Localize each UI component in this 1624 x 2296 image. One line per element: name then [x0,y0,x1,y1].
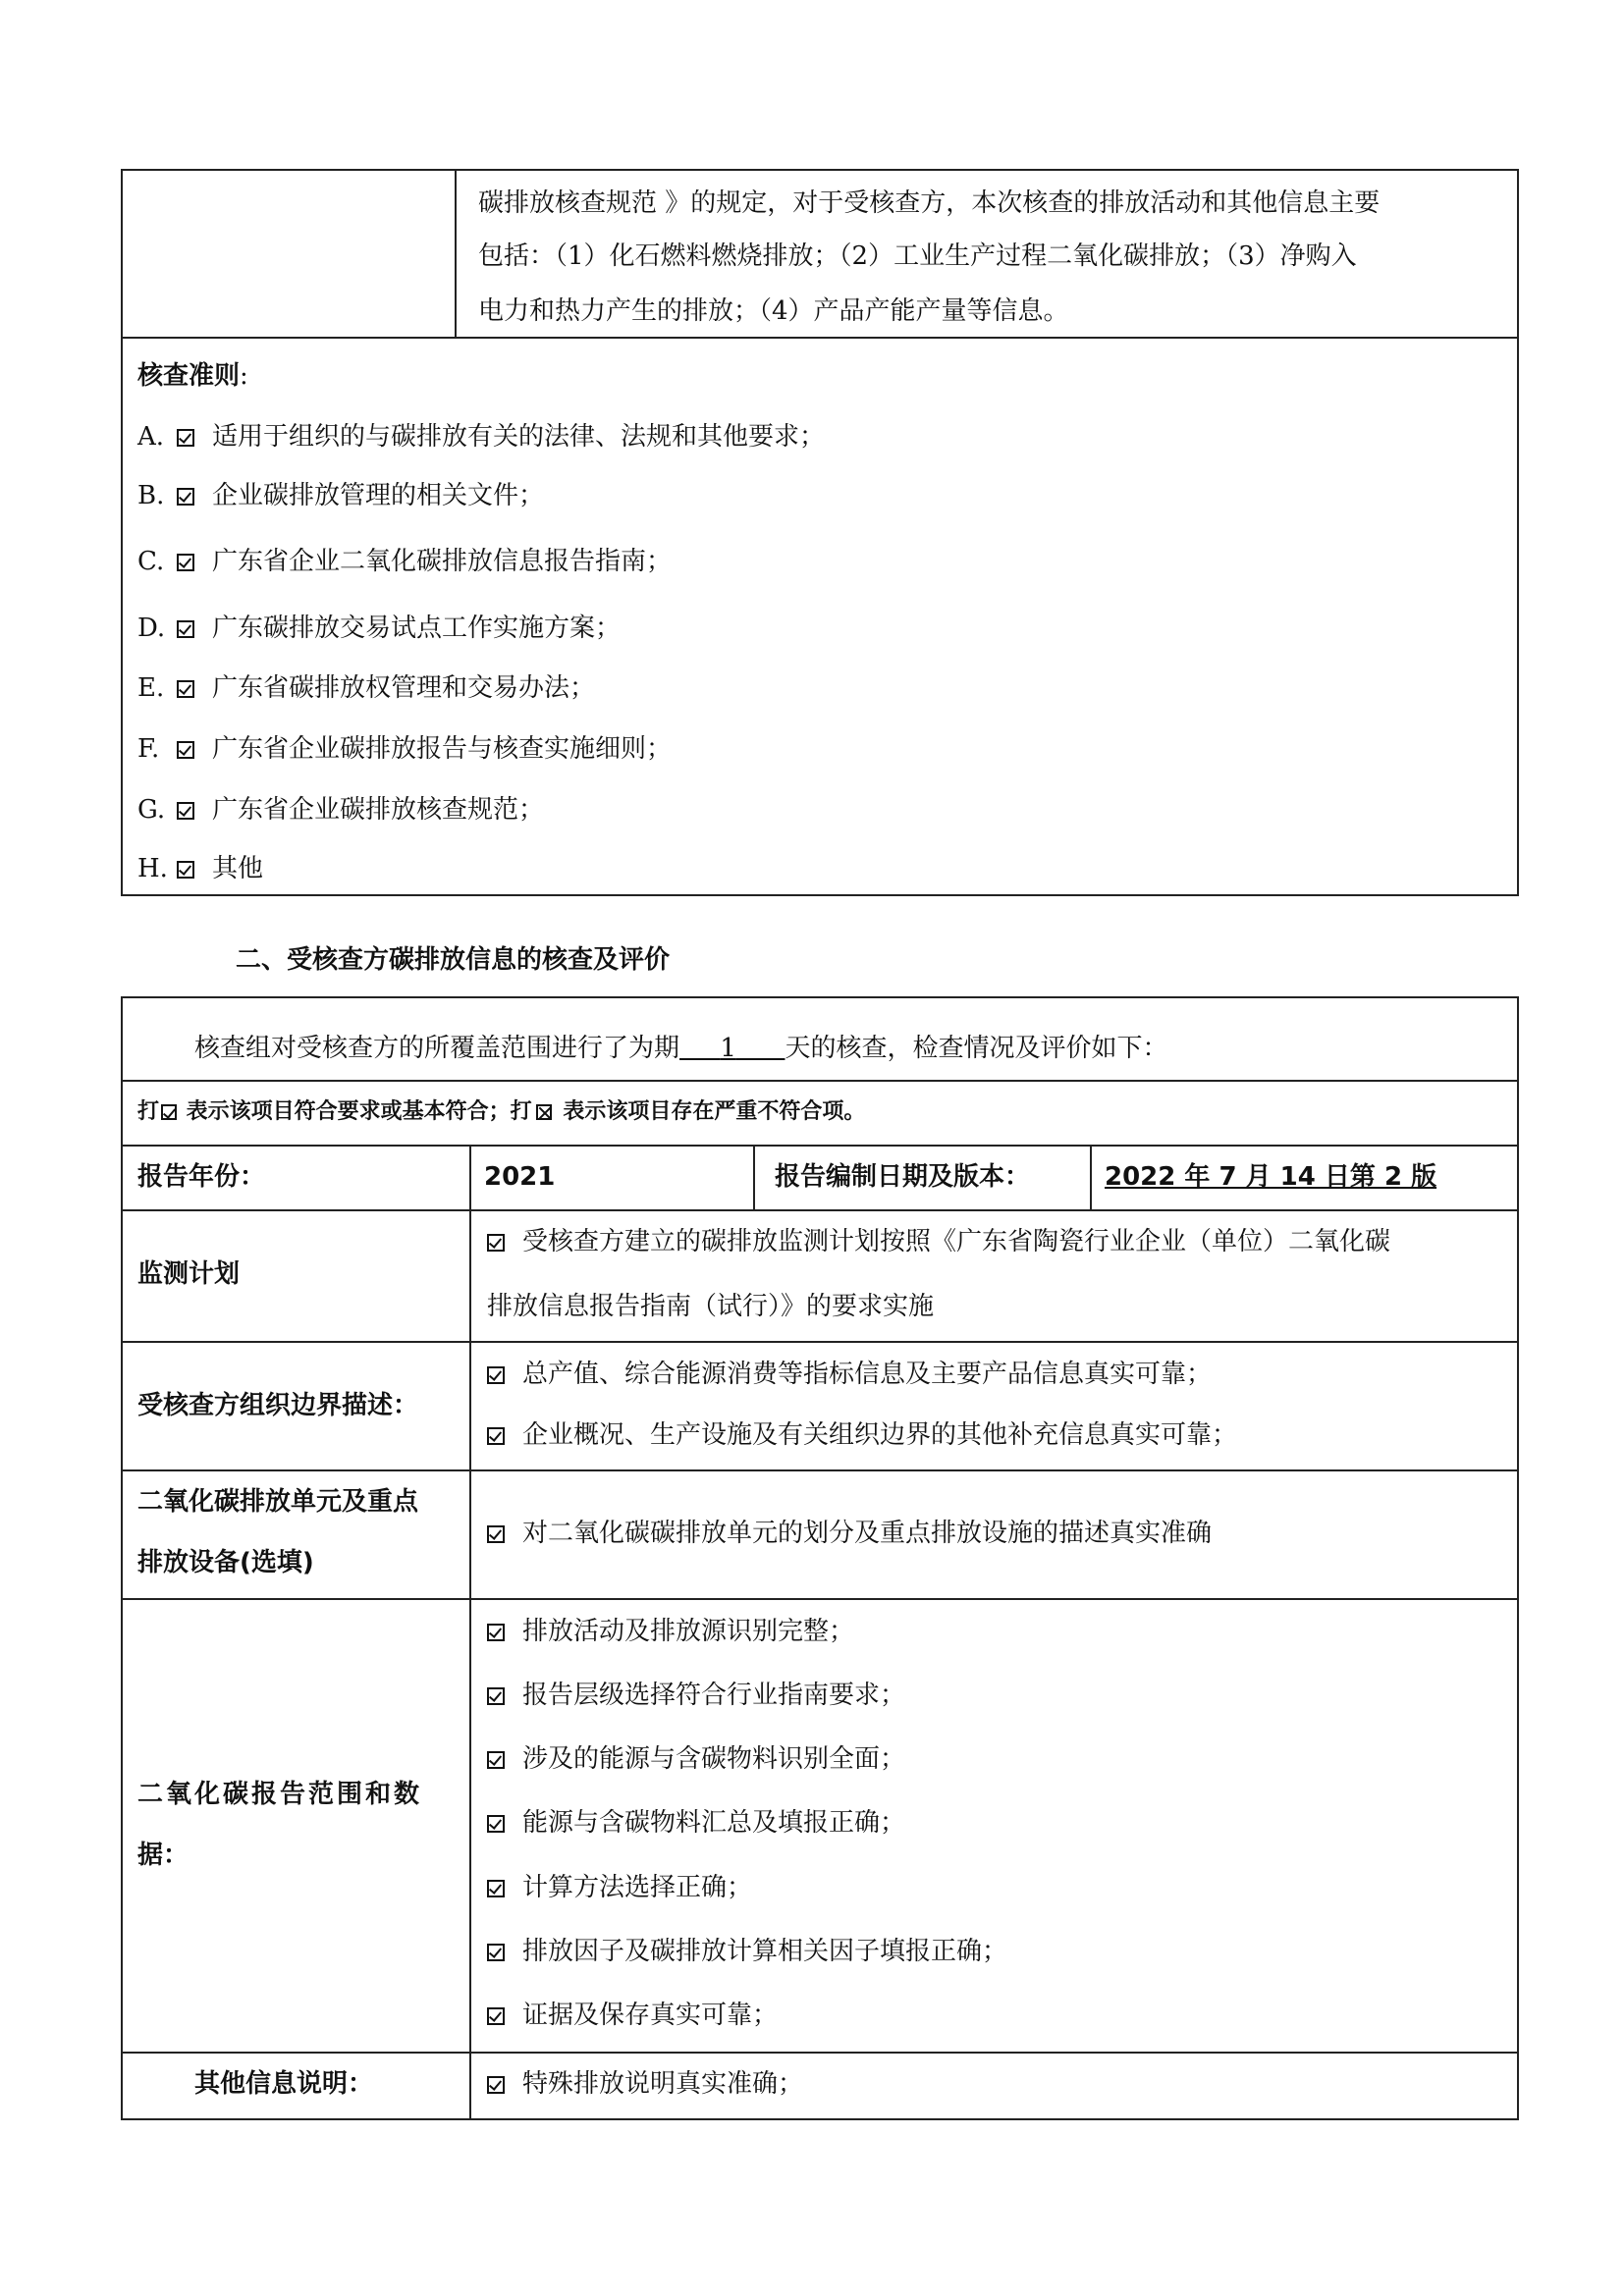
criteria-letter: B. [137,481,165,510]
criteria-text: 广东碳排放交易试点工作实施方案； [212,614,622,643]
checkbox-checked-icon [487,2076,505,2094]
scope-label-text: 二氧化碳报告范围和数 [137,1780,423,1809]
legend-text [137,1097,865,1127]
scope-line-1: 碳排放核查规范 》的规定，对于受核查方，本次核查的排放活动和其他信息主要 [478,188,1380,218]
other-item [487,2069,803,2099]
checkbox-checked-icon [487,1751,505,1769]
scope-item [487,1744,905,1774]
criteria-text: 企业碳排放管理的相关文件； [212,481,545,510]
checkbox-checked-icon [487,1427,505,1445]
units-label-line-2: 排放设备(选填) [137,1548,314,1577]
checkbox-checked-icon [177,429,194,447]
criteria-item [137,673,595,703]
boundary-item [487,1360,1212,1389]
checkbox-checked-icon [487,1624,505,1641]
monitoring-line-2: 排放信息报告指南（试行）》的要求实施 [487,1292,935,1321]
report-date-value: 2022 年 7 月 14 日第 2 版 [1105,1162,1437,1192]
checkbox-checked-icon [177,802,194,820]
criteria-letter: C. [137,547,165,576]
criteria-heading [137,361,248,391]
criteria-text: 广东省碳排放权管理和交易办法； [212,673,596,703]
scope-text: 计算方法选择正确； [522,1873,753,1902]
criteria-letter: E. [137,673,165,703]
criteria-item [137,854,263,883]
criteria-item [137,795,544,825]
scope-text: 报告层级选择符合行业指南要求； [522,1681,906,1710]
scope-item [487,1681,905,1710]
checkbox-checked-icon [177,488,194,506]
checkbox-checked-icon [177,861,194,879]
scope-label-line-2: 据： [137,1841,189,1870]
checkbox-crossed-icon [536,1104,552,1120]
scope-label-line-1 [137,1780,422,1809]
checkbox-checked-icon [487,1366,505,1384]
intro-days [679,1034,785,1063]
units-label-line-1: 二氧化碳排放单元及重点 [137,1487,419,1517]
scope-item [487,1873,752,1902]
scope-text: 排放活动及排放源识别完整； [522,1617,855,1646]
checkbox-checked-icon [487,2007,505,2025]
criteria-item [137,734,672,764]
scope-item [487,1617,854,1646]
checkbox-checked-icon [177,620,194,638]
criteria-letter: F. [137,734,160,764]
checkbox-checked-icon [487,1815,505,1833]
other-label: 其他信息说明： [194,2069,374,2099]
checkbox-checked-icon [161,1104,177,1120]
criteria-letter: A. [137,422,165,452]
scope-line-2: 包括：（1）化石燃料燃烧排放；（2）工业生产过程二氧化碳排放；（3）净购入 [478,241,1357,271]
intro-days-value: 1 [720,1034,736,1063]
legend-suffix: 表示该项目存在严重不符合项。 [555,1099,866,1124]
monitoring-label: 监测计划 [137,1259,241,1289]
scope-text: 涉及的能源与含碳物料识别全面； [522,1744,906,1774]
criteria-text: 适用于组织的与碳排放有关的法律、法规和其他要求； [212,422,826,452]
criteria-letter: G. [137,795,166,825]
scope-item [487,1937,1007,1966]
checkbox-checked-icon [177,554,194,571]
monitoring-line-1 [487,1227,1390,1256]
scope-item [487,2001,778,2030]
report-year-label: 报告年份： [137,1162,266,1192]
boundary-text: 企业概况、生产设施及有关组织边界的其他补充信息真实可靠； [522,1420,1238,1450]
scope-line-3: 电力和热力产生的排放；（4）产品产能产量等信息。 [478,296,1069,326]
criteria-text: 广东省企业二氧化碳排放信息报告指南； [212,547,673,576]
criteria-text: 广东省企业碳排放报告与核查实施细则； [212,734,673,764]
checkbox-checked-icon [177,680,194,698]
criteria-letter: D. [137,614,166,643]
boundary-item [487,1420,1237,1450]
scope-text: 证据及保存真实可靠； [522,2001,779,2030]
checkbox-checked-icon [487,1880,505,1897]
other-text: 特殊排放说明真实准确； [522,2069,804,2099]
units-text: 对二氧化碳碳排放单元的划分及重点排放设施的描述真实准确 [522,1519,1213,1548]
section-title: 二、受核查方碳排放信息的核查及评价 [236,945,671,975]
units-item [487,1519,1212,1548]
intro-text [194,1034,1168,1063]
boundary-text: 总产值、综合能源消费等指标信息及主要产品信息真实可靠； [522,1360,1213,1389]
checkbox-checked-icon [487,1234,505,1252]
criteria-item [137,547,672,576]
intro-before: 核查组对受核查方的所覆盖范围进行了为期 [194,1034,680,1063]
criteria-item [137,481,544,510]
criteria-item [137,614,621,643]
criteria-heading-colon: : [240,361,248,391]
criteria-text: 广东省企业碳排放核查规范； [212,795,545,825]
checkbox-checked-icon [487,1944,505,1961]
boundary-label: 受核查方组织边界描述： [137,1391,419,1420]
checkbox-checked-icon [487,1687,505,1705]
scope-text: 能源与含碳物料汇总及填报正确； [522,1808,906,1838]
report-date-label: 报告编制日期及版本： [775,1162,1031,1192]
checkbox-checked-icon [487,1525,505,1543]
criteria-heading-text: 核查准则 [137,361,241,391]
legend-prefix: 打 [137,1099,160,1124]
scope-item [487,1808,905,1838]
criteria-text: 其他 [212,854,264,883]
criteria-letter: H. [137,854,168,883]
monitoring-text: 受核查方建立的碳排放监测计划按照《广东省陶瓷行业企业（单位）二氧化碳 [522,1227,1391,1256]
criteria-item [137,422,825,452]
scope-text: 排放因子及碳排放计算相关因子填报正确； [522,1937,1008,1966]
report-year-value: 2021 [484,1162,556,1192]
legend-mid: 表示该项目符合要求或基本符合；打 [179,1099,532,1124]
intro-after: 天的核查，检查情况及评价如下： [785,1034,1168,1063]
checkbox-checked-icon [177,741,194,759]
